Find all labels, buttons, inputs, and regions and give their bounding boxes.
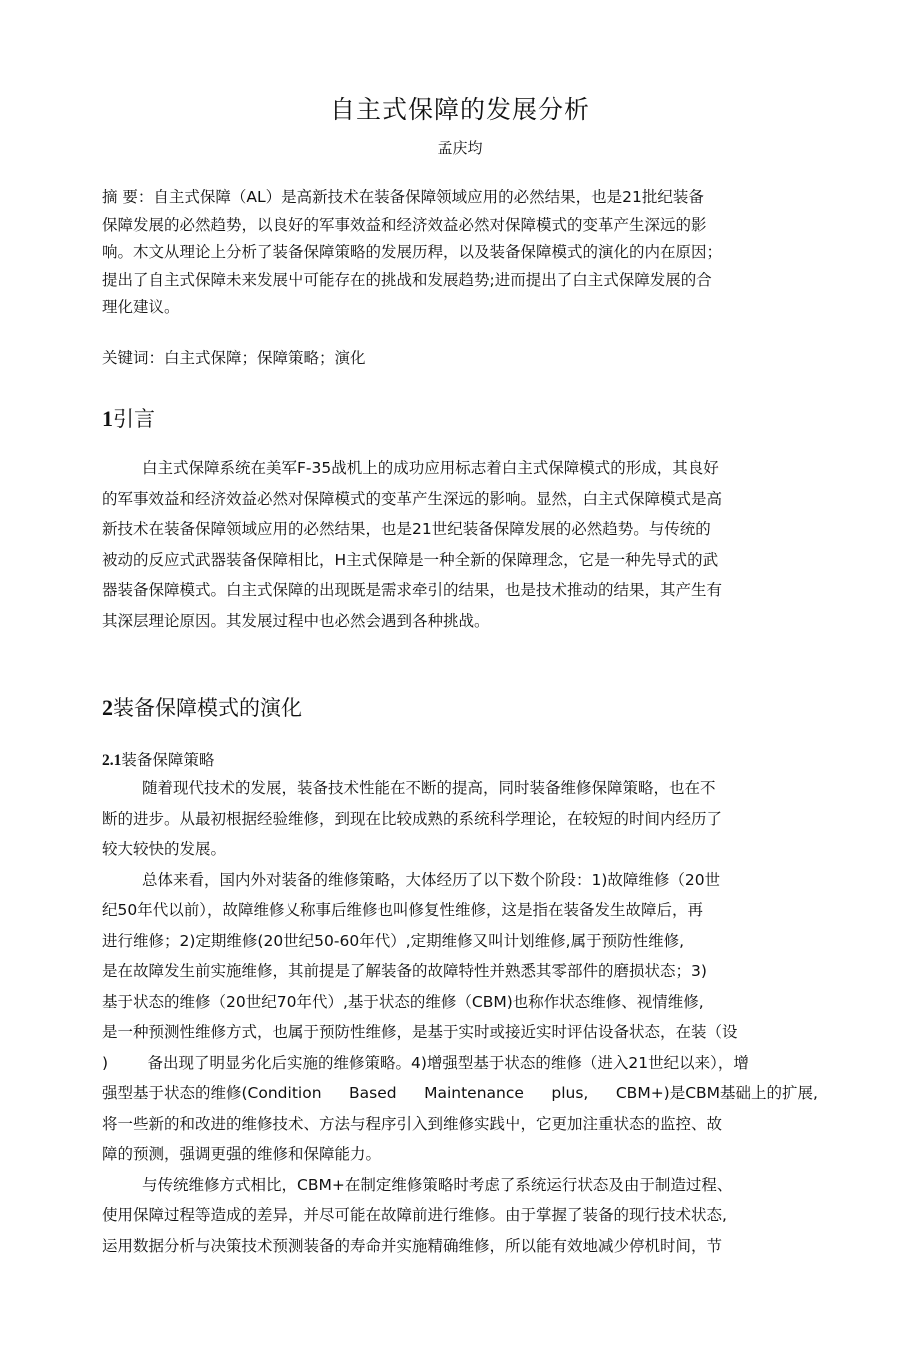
word: plus,	[551, 1084, 589, 1102]
paragraph-line: 纪50年代以前），故障维修乂称事后维修也叫修复性维修，这是指在装备发生故障后，再	[102, 901, 703, 919]
paragraph-line: 进行维修；2)定期维修(20世纪50-60年代）,定期维修又叫计划维修,属于预防性维修,	[102, 931, 685, 950]
subsection-number: 2.1	[102, 752, 122, 769]
section-number: 1	[102, 406, 113, 431]
paragraph-line: 是在故障发生前实施维修，其前提是了解装备的故障特性并熟悉其零部件的磨损状态；3)	[102, 962, 707, 980]
paragraph-line: 是一种预测性维修方式，也属于预防性维修，是基于实时或接近实时评估设备状态，在装（设	[102, 1023, 738, 1041]
paragraph-line: 其深层理论原因。其发展过程中也必然会遇到各种挑战。	[102, 611, 490, 630]
paragraph-line: 障的预测，强调更强的维修和保障能力。	[102, 1145, 382, 1163]
paragraph-line: 总体来看，国内外对装备的维修策略，大体经历了以下数个阶段：1)故障维修（20世	[142, 870, 721, 889]
word: Maintenance	[424, 1084, 524, 1102]
paragraph-line: ) 备出现了明显劣化后实施的维修策略。4)增强型基于状态的维修（进入21世纪以来），增	[102, 1053, 749, 1072]
paragraph-line: 较大较快的发展。	[102, 840, 227, 858]
section-number: 2	[102, 695, 113, 720]
paragraph-line: 器装备保障模式。白主式保障的出现既是需求牵引的结果，也是技术推动的结果，其产生有	[102, 581, 723, 599]
subsection-2-1-heading	[102, 748, 214, 770]
paragraph-line: 将一些新的和改进的维修技术、方法与程序引入到维修实践屮，它更加注重状态的监控、故	[102, 1114, 723, 1133]
paragraph-line: 断的进步。从最初根据经验维修，到现在比较成熟的系统科学理论，在较短的时间内经历了	[102, 809, 723, 828]
section-title: 装备保障模式的演化	[113, 696, 302, 720]
paragraph-line: 的军事效益和经济效益必然对保障模式的变革产生深远的影响。显然，白主式保障模式是高	[102, 489, 723, 508]
section-2-body	[102, 773, 822, 1261]
author-name: 孟庆均	[437, 139, 483, 157]
abstract-line: 理化建议。	[102, 298, 180, 317]
keywords: 关键词：白主式保障；保障策略；演化	[102, 349, 366, 367]
paragraph-line: 被动的反应式武器装备保障相比，H主式保障是一种全新的保障理念，它是一种先导式的武	[102, 550, 719, 569]
paragraph-line: 使用保障过程等造成的差异，并尽可能在故障前进行维修。由于掌握了装备的现行技术状态,	[102, 1206, 727, 1224]
word: CBM+)是CBM基础上的扩展,	[615, 1084, 818, 1102]
paragraph-line: 白主式保障系统在美军F-35战机上的成功应用标志着白主式保障模式的形成，其良好	[142, 459, 719, 477]
word: 强型基于状态的维修(Condition	[102, 1084, 322, 1102]
paragraph-line: 运用数据分析与决策技术预测装备的寿命并实施精确维修，所以能有效地减少停机时间，节	[102, 1236, 723, 1255]
section-2-heading	[102, 692, 302, 722]
abstract-line: 保障发展的必然趋势，以良好的军事效益和经济效益必然对保障模式的变革产生深远的影	[102, 215, 707, 234]
page-title: 自主式保障的发展分析	[329, 95, 590, 124]
section-1-heading	[102, 403, 155, 433]
section-title: 引言	[113, 407, 155, 431]
word: Based	[349, 1084, 397, 1102]
paragraph-line: 随着现代技术的发展，装备技术性能在不断的提高，同时装备维修保障策略，也在不	[142, 779, 716, 797]
abstract-line: 提出了自主式保障未来发展屮可能存在的挑战和发展趋势;进而提出了白主式保障发展的合	[102, 270, 712, 289]
paragraph-line: 新技术在装备保障领域应用的必然结果，也是21世纪装备保障发展的必然趋势。与传统的	[102, 520, 711, 538]
abstract-line: 响。木文从理论上分析了装备保障策略的发展历稈，以及装备保障模式的演化的内在原因；	[102, 243, 723, 262]
paragraph-line: 基于状态的维修（20世纪70年代）,基于状态的维修（CBM)也称作状态维修、视情维修,	[102, 992, 704, 1011]
subsection-title: 装备保障策略	[121, 751, 215, 769]
section-1-body	[102, 453, 822, 636]
abstract	[102, 184, 802, 322]
paragraph-line-justified	[102, 1078, 818, 1109]
abstract-line: 摘 要：自主式保障（AL）是高新技术在装备保障领域应用的必然结果，也是21批纪装备	[102, 188, 704, 206]
paragraph-line: 与传统维修方式相比，CBM+在制定维修策略时考虑了系统运行状态及由于制造过程、	[142, 1175, 733, 1194]
